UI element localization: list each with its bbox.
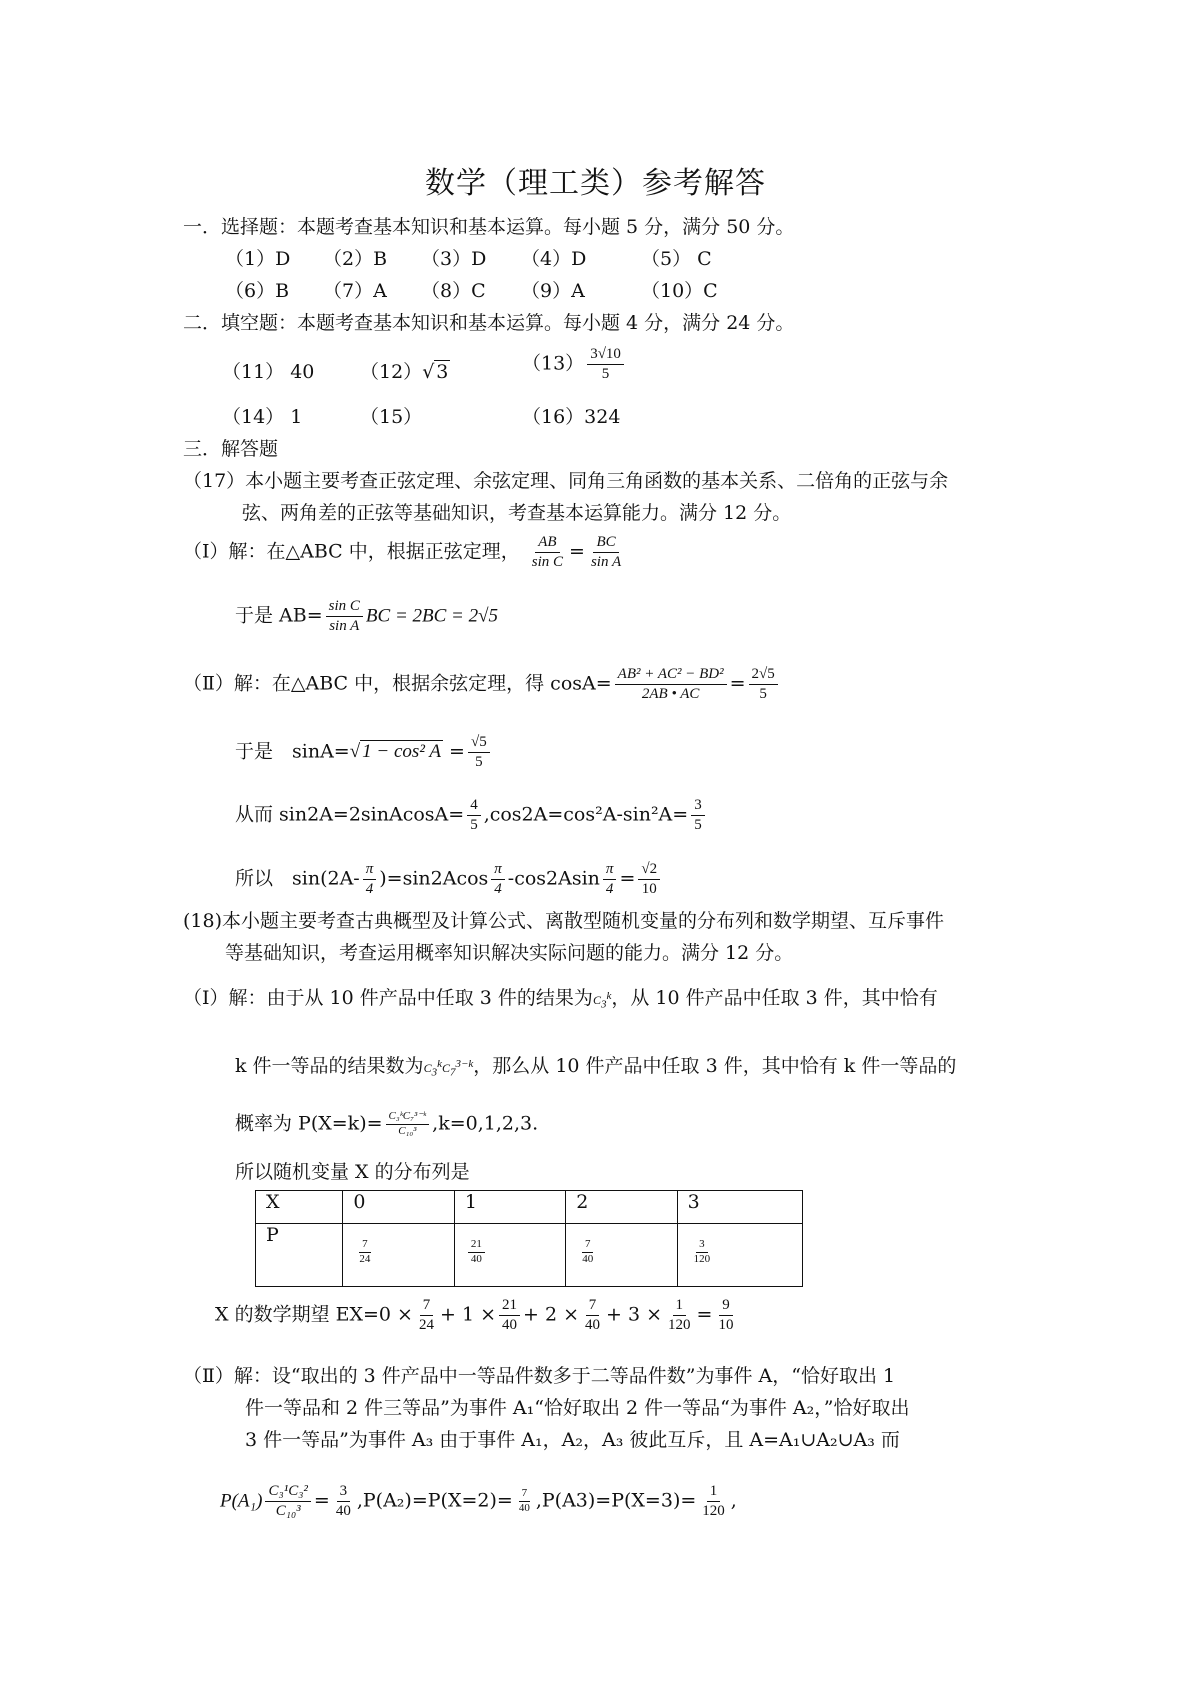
radicand: 1 − cos² A [362, 741, 442, 763]
numerator: 7 [420, 1296, 434, 1316]
denominator: sin A [329, 617, 360, 634]
q17-part1: （Ⅰ）解：在△ABC 中，根据正弦定理， $\frac{AB}{\text{sin C}}$ = $\frac{BC}{\text{sin A}}$ [183, 533, 627, 572]
numerator: AB² + AC² − BD² [615, 665, 727, 685]
table-cell [343, 1224, 454, 1287]
text: 于是 AB= [235, 604, 323, 627]
fill-answer-13 [522, 345, 627, 384]
table-cell: 2 [566, 1191, 677, 1224]
numerator: 3 [691, 796, 705, 816]
numerator: 3√10 [587, 345, 624, 365]
table-row [256, 1224, 803, 1287]
numerator: sin C [326, 597, 363, 617]
fill-label: （13） [522, 352, 585, 375]
denominator: 40 [518, 1501, 530, 1514]
operator: + 1 × [439, 1303, 496, 1326]
answer-row-1 [225, 247, 712, 272]
numerator: AB [535, 533, 559, 553]
table-cell: X [256, 1191, 343, 1224]
fraction [715, 1296, 736, 1335]
page-title: 数学（理工类）参考解答 [425, 166, 766, 201]
answer-item: （1）D [225, 248, 291, 270]
answer-item: （4）D [521, 248, 587, 270]
denominator: 10 [641, 880, 657, 897]
fill-answer-12 [360, 360, 450, 385]
answer-item: （8）C [421, 280, 486, 302]
fraction [691, 1238, 714, 1267]
text: = [619, 867, 636, 890]
denominator: 40 [502, 1316, 517, 1333]
numerator: 1 [673, 1296, 687, 1316]
text: （Ⅱ）解：在△ABC 中，根据余弦定理，得 cosA= [183, 672, 612, 695]
fraction [615, 665, 727, 704]
answer-item: （6）B [225, 280, 290, 302]
q18-part1-line-2 [235, 1054, 956, 1080]
text: ,P(A₂)=P(X=2)= [356, 1489, 513, 1512]
denominator: 24 [418, 1316, 434, 1333]
numerator: BC [593, 533, 618, 553]
numerator: 1 [707, 1482, 721, 1502]
fraction [363, 860, 377, 899]
numerator: √2 [638, 860, 660, 880]
denominator: sin A [590, 553, 622, 570]
fraction [326, 597, 363, 636]
numerator: 21 [499, 1296, 520, 1316]
text: 从而 sin2A=2sinAcosA= [235, 803, 465, 826]
text: k 件一等品的结果数为 [235, 1055, 424, 1077]
fraction [265, 1482, 310, 1521]
denominator: 2AB • AC [641, 685, 700, 702]
denominator: 120 [702, 1502, 725, 1519]
fraction [499, 1296, 520, 1335]
expression: P(A₁) [220, 1490, 263, 1512]
operator: 0 × [378, 1303, 413, 1326]
denominator: 5 [759, 685, 767, 702]
q18-probability [235, 1110, 538, 1139]
q18-intro-line-2: 等基础知识，考查运用概率知识解决实际问题的能力。满分 12 分。 [225, 942, 794, 964]
q18-part2-probabilities [220, 1482, 737, 1521]
numerator: 4 [467, 796, 481, 816]
section-1-heading: 一．选择题：本题考查基本知识和基本运算。每小题 5 分，满分 50 分。 [183, 216, 795, 238]
text: 概率为 P(X=k)= [235, 1112, 383, 1135]
fraction [386, 1110, 430, 1139]
answer-item: （5） C [641, 248, 712, 270]
table-cell [454, 1224, 565, 1287]
text: -cos2Asin [507, 867, 600, 890]
operator: + 2 × [523, 1303, 580, 1326]
denominator: 24 [359, 1252, 371, 1265]
radicand: 3 [436, 361, 449, 383]
distribution-table [255, 1190, 803, 1287]
numerator: 2√5 [749, 665, 778, 685]
section-2-heading: 二．填空题：本题考查基本知识和基本运算。每小题 4 分，满分 24 分。 [183, 312, 795, 334]
text: 于是 sinA= [235, 740, 350, 763]
denominator: 4 [494, 880, 502, 897]
operator: = [696, 1303, 713, 1326]
fill-answer-11: （11） 40 [222, 361, 315, 383]
fraction [491, 860, 505, 899]
text: ,cos2A=cos²A-sin²A= [483, 803, 689, 826]
operator: = [313, 1489, 330, 1512]
denominator: 4 [365, 880, 374, 897]
text: )=sin2Acos [379, 867, 489, 890]
table-cell [566, 1224, 677, 1287]
combination-expression: $C_3^kC_7^{3-k}$ [423, 1058, 474, 1079]
q17-intro-line-2: 弦、两角差的正弦等基础知识，考查基本运算能力。满分 12 分。 [242, 502, 792, 524]
text: （Ⅰ）解：由于从 10 件产品中任取 3 件的结果为 [183, 987, 593, 1009]
text: X 的数学期望 EX= [215, 1303, 379, 1326]
q17-part1-result [235, 597, 498, 636]
combination-symbol: C [592, 993, 601, 1007]
fraction [749, 665, 778, 704]
text: ，从 10 件产品中任取 3 件，其中恰有 [611, 987, 938, 1009]
text: 所以 sin(2A- [235, 867, 360, 890]
numerator: 7 [582, 1238, 594, 1253]
denominator: 120 [668, 1316, 691, 1333]
table-cell: 3 [677, 1191, 802, 1224]
denominator: 40 [582, 1252, 594, 1265]
answer-item: （10）C [641, 280, 718, 302]
answer-item: （3）D [421, 248, 487, 270]
denominator: 5 [470, 816, 478, 833]
section-3-heading: 三．解答题 [183, 438, 279, 460]
q18-distribution-intro: 所以随机变量 X 的分布列是 [235, 1161, 470, 1183]
text: ，那么从 10 件产品中任取 3 件，其中恰有 k 件一等品的 [473, 1055, 957, 1077]
text: （Ⅰ）解：在△ABC 中，根据正弦定理， [183, 540, 520, 563]
fraction [638, 860, 660, 899]
fraction [333, 1482, 354, 1521]
numerator: 7 [359, 1238, 371, 1253]
answer-row-2 [225, 279, 718, 304]
fraction [603, 860, 617, 899]
q17-intro-line-1: （17）本小题主要考查正弦定理、余弦定理、同角三角函数的基本关系、二倍角的正弦与余 [183, 470, 949, 492]
expression: BC = 2BC = 2√5 [365, 605, 499, 627]
fraction [699, 1482, 728, 1521]
denominator: 40 [335, 1502, 351, 1519]
fraction [468, 1238, 485, 1267]
q17-final [235, 860, 663, 899]
table-cell: P [256, 1224, 343, 1287]
sqrt-expression: √ 3 [422, 361, 449, 383]
fraction [468, 733, 490, 772]
fraction [516, 1487, 533, 1516]
fraction [582, 1296, 603, 1335]
denominator: 120 [693, 1252, 711, 1265]
answer-item: （7）A [323, 280, 387, 302]
table-cell: 0 [343, 1191, 454, 1224]
fill-label: （12） [360, 361, 423, 383]
q18-part2-line-1: （Ⅱ）解：设“取出的 3 件产品中一等品件数多于二等品件数”为事件 A，“恰好取出 1 [183, 1365, 896, 1387]
q18-part2-line-2: 件一等品和 2 件三等品”为事件 A₁“恰好取出 2 件一等品“为事件 A₂，”恰好取出 [245, 1397, 910, 1419]
numerator: 9 [719, 1296, 733, 1316]
operator: + 3 × [606, 1303, 663, 1326]
fill-answer-15: （15） [360, 406, 423, 428]
denominator: 5 [601, 365, 610, 382]
q17-double-angle [235, 796, 708, 835]
fraction [587, 345, 624, 384]
denominator: sin C [531, 553, 564, 570]
denominator: 40 [585, 1316, 601, 1333]
denominator: 5 [475, 753, 483, 770]
numerator: 21 [468, 1238, 485, 1253]
text: , [730, 1489, 737, 1512]
q18-part1-line-1 [183, 986, 938, 1012]
numerator: C₃ᵏC₇³⁻ᵏ [386, 1110, 430, 1125]
denominator: C₁₀³ [275, 1502, 301, 1519]
q18-expectation [215, 1296, 739, 1335]
answer-item: （2）B [323, 248, 388, 270]
q18-intro-line-1: (18)本小题主要考查古典概型及计算公式、离散型随机变量的分布列和数学期望、互斥事件 [183, 910, 945, 932]
denominator: 10 [718, 1316, 734, 1333]
table-cell [677, 1224, 802, 1287]
numerator: π [363, 860, 377, 880]
fraction [665, 1296, 694, 1335]
fraction [467, 796, 481, 835]
text: ,P(A3)=P(X=3)= [535, 1489, 697, 1512]
fill-answer-14: （14） 1 [222, 406, 303, 428]
q18-part2-line-3: 3 件一等品”为事件 A₃ 由于事件 A₁，A₂，A₃ 彼此互斥，且 A=A₁∪A₂∪A₃ 而 [245, 1429, 900, 1451]
combination-expression: $C_3^k$ [592, 990, 612, 1011]
denominator: 40 [470, 1252, 482, 1265]
numerator: √5 [468, 733, 490, 753]
fraction [529, 533, 566, 572]
numerator: 3 [337, 1482, 351, 1502]
fraction [691, 796, 705, 835]
table-header-row [256, 1191, 803, 1224]
numerator: π [603, 860, 617, 880]
q17-sin-a: 于是 sinA=√ 1 − cos² A = $\frac{√5}{5}$ [235, 733, 493, 772]
text: ,k=0,1,2,3. [432, 1112, 539, 1135]
numerator: 7 [586, 1296, 600, 1316]
numerator: 7 [519, 1487, 531, 1502]
fraction [579, 1238, 596, 1267]
fill-answer-16: （16）324 [522, 406, 621, 428]
fraction [356, 1238, 373, 1267]
denominator: C₁₀³ [398, 1124, 417, 1137]
denominator: 4 [605, 880, 614, 897]
q17-part2: （Ⅱ）解：在△ABC 中，根据余弦定理，得 cosA= $\frac{\text{AB² + AC² − BD²}}{2AB • AC}$ = $\frac{2√5}{5}$ [183, 665, 781, 704]
numerator: 3 [696, 1238, 708, 1253]
sqrt-expression: √ 1 − cos² A [349, 741, 442, 763]
denominator: 5 [694, 816, 702, 833]
table-cell: 1 [454, 1191, 565, 1224]
numerator: π [491, 860, 505, 880]
fraction [588, 533, 624, 572]
answer-item: （9）A [521, 280, 585, 302]
fraction [416, 1296, 437, 1335]
numerator: C₃¹C₃² [265, 1482, 310, 1502]
